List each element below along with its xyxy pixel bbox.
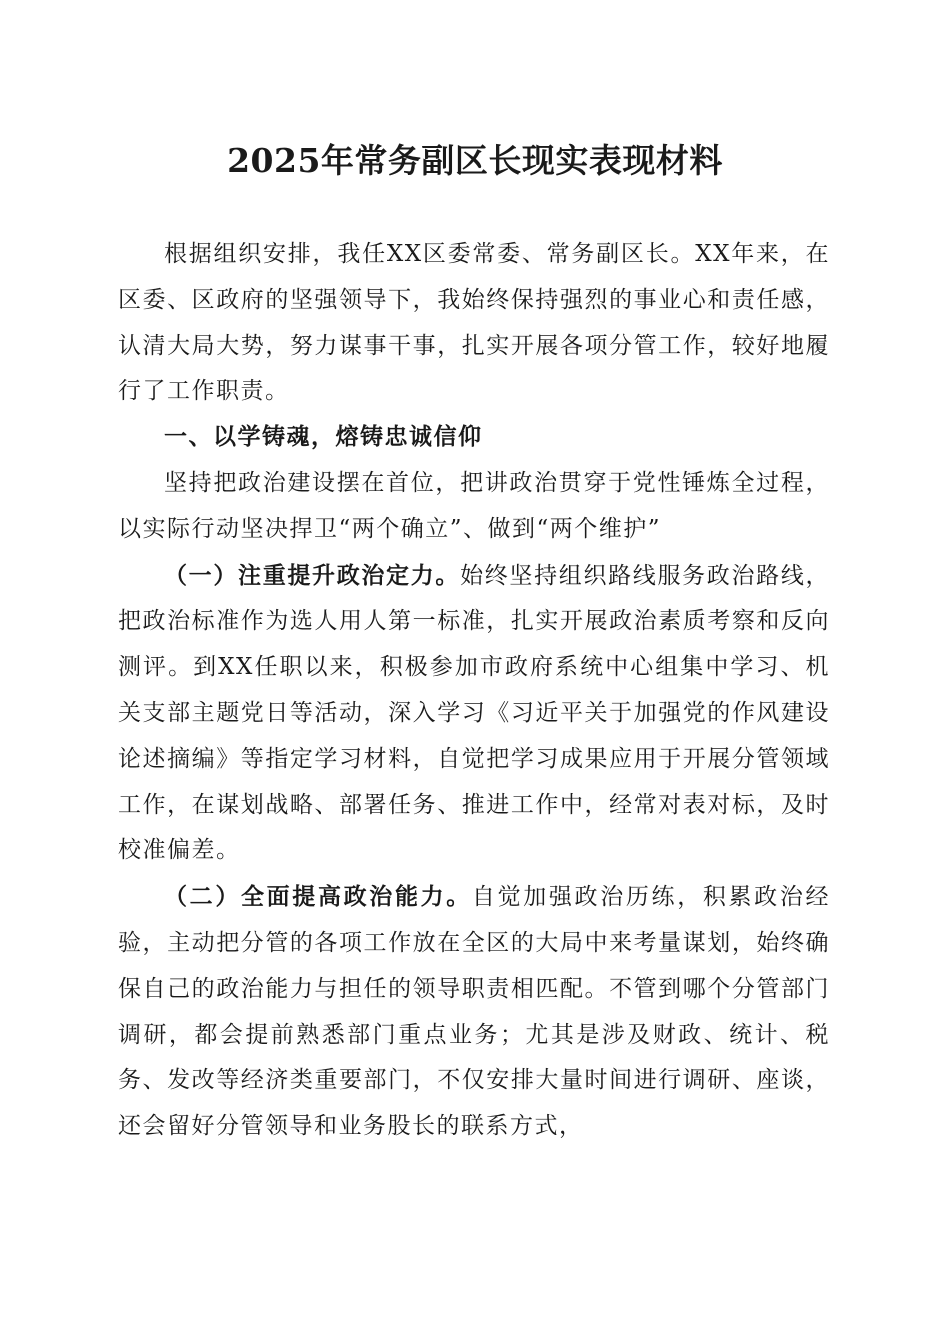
document-body [118, 232, 830, 1150]
item-two-lead: （二）全面提高政治能力。 [164, 883, 472, 911]
item-one-lead: （一）注重提升政治定力。 [164, 561, 461, 589]
section-summary-paragraph: 坚持把政治建设摆在首位，把讲政治贯穿于党性锤炼全过程，以实际行动坚决捍卫“两个确立”、做到“两个维护” [118, 469, 830, 542]
item-two-text: 自觉加强政治历练，积累政治经验，主动把分管的各项工作放在全区的大局中来考量谋划，始终确保自己的政治能力与担任的领导职责相匹配。不管到哪个分管部门调研，都会提前熟悉部门重点业务；尤其是涉及财政、统计、税务、发改等经济类重要部门，不仅安排大量时间进行调研、座谈，还会留好分管领导和业务股长的联系方式， [118, 884, 831, 1140]
item-one-text: 始终坚持组织路线服务政治路线，把政治标准作为选人用人第一标准，扎实开展政治素质考察和反向测评。到XX任职以来，积极参加市政府系统中心组集中学习、机关支部主题党日等活动，深入学习《习近平关于加强党的作风建设论述摘编》等指定学习材料，自觉把学习成果应用于开展分管领域工作，在谋划战略、部署任务、推进工作中，经常对表对标，及时校准偏差。 [118, 562, 831, 864]
section-heading: 一、以学铸魂，熔铸忠诚信仰 [164, 424, 483, 451]
intro-paragraph: 根据组织安排，我任XX区委常委、常务副区长。XX年来，在区委、区政府的坚强领导下，我始终保持强烈的事业心和责任感，认清大局大势，努力谋事干事，扎实开展各项分管工作，较好地履行了工作职责。 [118, 241, 830, 405]
item-one-paragraph [118, 553, 830, 875]
document-title: 2025年常务副区长现实表现材料 [227, 141, 723, 180]
item-two-paragraph [118, 874, 830, 1150]
